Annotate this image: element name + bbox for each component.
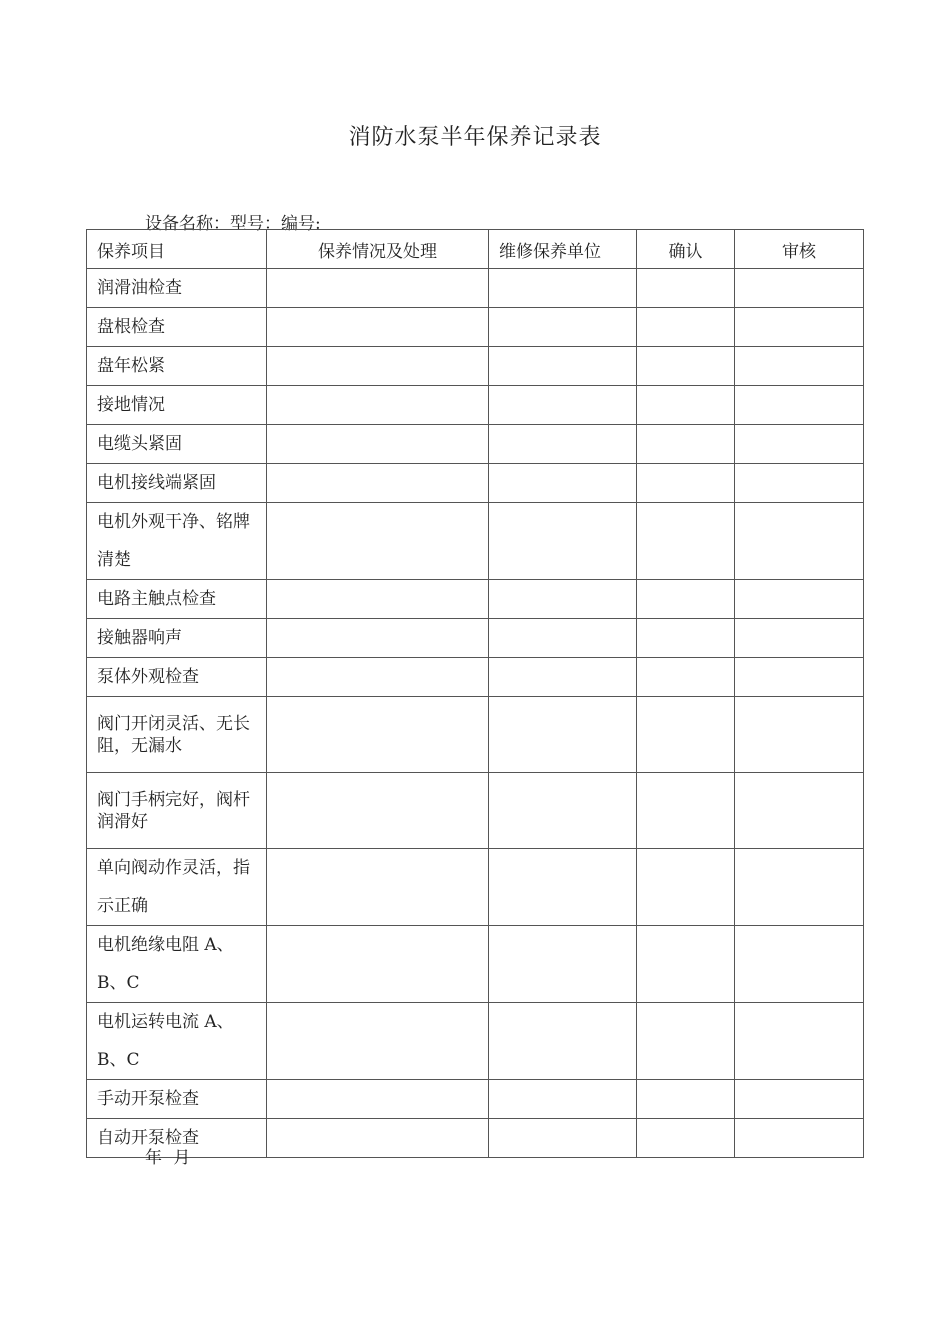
- unit-cell[interactable]: [489, 580, 637, 619]
- unit-cell[interactable]: [489, 697, 637, 773]
- confirm-cell[interactable]: [637, 386, 735, 425]
- row-item-label: 接触器响声: [87, 619, 267, 658]
- status-cell[interactable]: [267, 849, 489, 926]
- unit-cell[interactable]: [489, 308, 637, 347]
- unit-cell[interactable]: [489, 347, 637, 386]
- header-item: 保养项目: [87, 230, 267, 269]
- review-cell[interactable]: [735, 1119, 864, 1158]
- status-cell[interactable]: [267, 464, 489, 503]
- header-confirm: 确认: [637, 230, 735, 269]
- row-item-label: 电缆头紧固: [87, 425, 267, 464]
- review-cell[interactable]: [735, 926, 864, 1003]
- review-cell[interactable]: [735, 1080, 864, 1119]
- table-row: [87, 1080, 864, 1119]
- review-cell[interactable]: [735, 503, 864, 580]
- confirm-cell[interactable]: [637, 269, 735, 308]
- status-cell[interactable]: [267, 1003, 489, 1080]
- row-item-label: 电机运转电流 A、B、C: [87, 1003, 267, 1080]
- unit-cell[interactable]: [489, 464, 637, 503]
- confirm-cell[interactable]: [637, 697, 735, 773]
- confirm-cell[interactable]: [637, 658, 735, 697]
- status-cell[interactable]: [267, 308, 489, 347]
- table-row: [87, 580, 864, 619]
- row-item-label: 单向阀动作灵活，指 示正确: [87, 849, 267, 926]
- confirm-cell[interactable]: [637, 1003, 735, 1080]
- table-row: [87, 425, 864, 464]
- status-cell[interactable]: [267, 1080, 489, 1119]
- review-cell[interactable]: [735, 1003, 864, 1080]
- table-header-row: [87, 230, 864, 269]
- table-row: [87, 1119, 864, 1158]
- review-cell[interactable]: [735, 425, 864, 464]
- confirm-cell[interactable]: [637, 347, 735, 386]
- confirm-cell[interactable]: [637, 773, 735, 849]
- confirm-cell[interactable]: [637, 464, 735, 503]
- status-cell[interactable]: [267, 347, 489, 386]
- status-cell[interactable]: [267, 773, 489, 849]
- status-cell[interactable]: [267, 697, 489, 773]
- review-cell[interactable]: [735, 269, 864, 308]
- row-item-label: 盘根检查: [87, 308, 267, 347]
- unit-cell[interactable]: [489, 1080, 637, 1119]
- header-review: 审核: [735, 230, 864, 269]
- status-cell[interactable]: [267, 386, 489, 425]
- table-row: [87, 697, 864, 773]
- review-cell[interactable]: [735, 464, 864, 503]
- status-cell[interactable]: [267, 425, 489, 464]
- row-item-label: 接地情况: [87, 386, 267, 425]
- table-row: [87, 619, 864, 658]
- review-cell[interactable]: [735, 308, 864, 347]
- row-item-label: 阀门开闭灵活、无长阻，无漏水: [87, 697, 267, 773]
- status-cell[interactable]: [267, 658, 489, 697]
- row-item-label: 盘年松紧: [87, 347, 267, 386]
- table-row: [87, 926, 864, 1003]
- unit-cell[interactable]: [489, 269, 637, 308]
- review-cell[interactable]: [735, 386, 864, 425]
- table-row: [87, 1003, 864, 1080]
- table-row: [87, 269, 864, 308]
- header-status: 保养情况及处理: [267, 230, 489, 269]
- status-cell[interactable]: [267, 503, 489, 580]
- table-row: [87, 503, 864, 580]
- header-unit: 维修保养单位: [489, 230, 637, 269]
- review-cell[interactable]: [735, 849, 864, 926]
- table-row: [87, 773, 864, 849]
- status-cell[interactable]: [267, 269, 489, 308]
- row-item-label: 阀门手柄完好，阀杆润滑好: [87, 773, 267, 849]
- unit-cell[interactable]: [489, 619, 637, 658]
- unit-cell[interactable]: [489, 658, 637, 697]
- unit-cell[interactable]: [489, 1119, 637, 1158]
- confirm-cell[interactable]: [637, 926, 735, 1003]
- table-row: [87, 658, 864, 697]
- row-item-label: 电机外观干净、铭牌 清楚: [87, 503, 267, 580]
- row-item-label: 电路主触点检查: [87, 580, 267, 619]
- unit-cell[interactable]: [489, 386, 637, 425]
- equipment-info-line: 设备名称：型号：编号:: [145, 214, 321, 234]
- row-item-label: 手动开泵检查: [87, 1080, 267, 1119]
- unit-cell[interactable]: [489, 1003, 637, 1080]
- status-cell[interactable]: [267, 619, 489, 658]
- confirm-cell[interactable]: [637, 580, 735, 619]
- review-cell[interactable]: [735, 580, 864, 619]
- confirm-cell[interactable]: [637, 308, 735, 347]
- row-item-label: 电机绝缘电阻 A、B、C: [87, 926, 267, 1003]
- unit-cell[interactable]: [489, 425, 637, 464]
- confirm-cell[interactable]: [637, 503, 735, 580]
- unit-cell[interactable]: [489, 926, 637, 1003]
- table-row: [87, 347, 864, 386]
- review-cell[interactable]: [735, 697, 864, 773]
- review-cell[interactable]: [735, 658, 864, 697]
- row-item-label: 电机接线端紧固: [87, 464, 267, 503]
- status-cell[interactable]: [267, 580, 489, 619]
- table-row: [87, 849, 864, 926]
- table-row: [87, 386, 864, 425]
- confirm-cell[interactable]: [637, 619, 735, 658]
- review-cell[interactable]: [735, 619, 864, 658]
- confirm-cell[interactable]: [637, 1119, 735, 1158]
- confirm-cell[interactable]: [637, 1080, 735, 1119]
- confirm-cell[interactable]: [637, 425, 735, 464]
- unit-cell[interactable]: [489, 503, 637, 580]
- confirm-cell[interactable]: [637, 849, 735, 926]
- table-row: [87, 464, 864, 503]
- review-cell[interactable]: [735, 347, 864, 386]
- unit-cell[interactable]: [489, 849, 637, 926]
- row-item-label: 自动开泵检查: [87, 1119, 267, 1158]
- review-cell[interactable]: [735, 773, 864, 849]
- date-line: 年 月: [145, 1148, 191, 1168]
- row-item-label: 润滑油检查: [87, 269, 267, 308]
- status-cell[interactable]: [267, 926, 489, 1003]
- row-item-label: 泵体外观检查: [87, 658, 267, 697]
- page-title: 消防水泵半年保养记录表: [348, 125, 602, 150]
- maintenance-record-table: [86, 229, 864, 1158]
- unit-cell[interactable]: [489, 773, 637, 849]
- table-row: [87, 308, 864, 347]
- status-cell[interactable]: [267, 1119, 489, 1158]
